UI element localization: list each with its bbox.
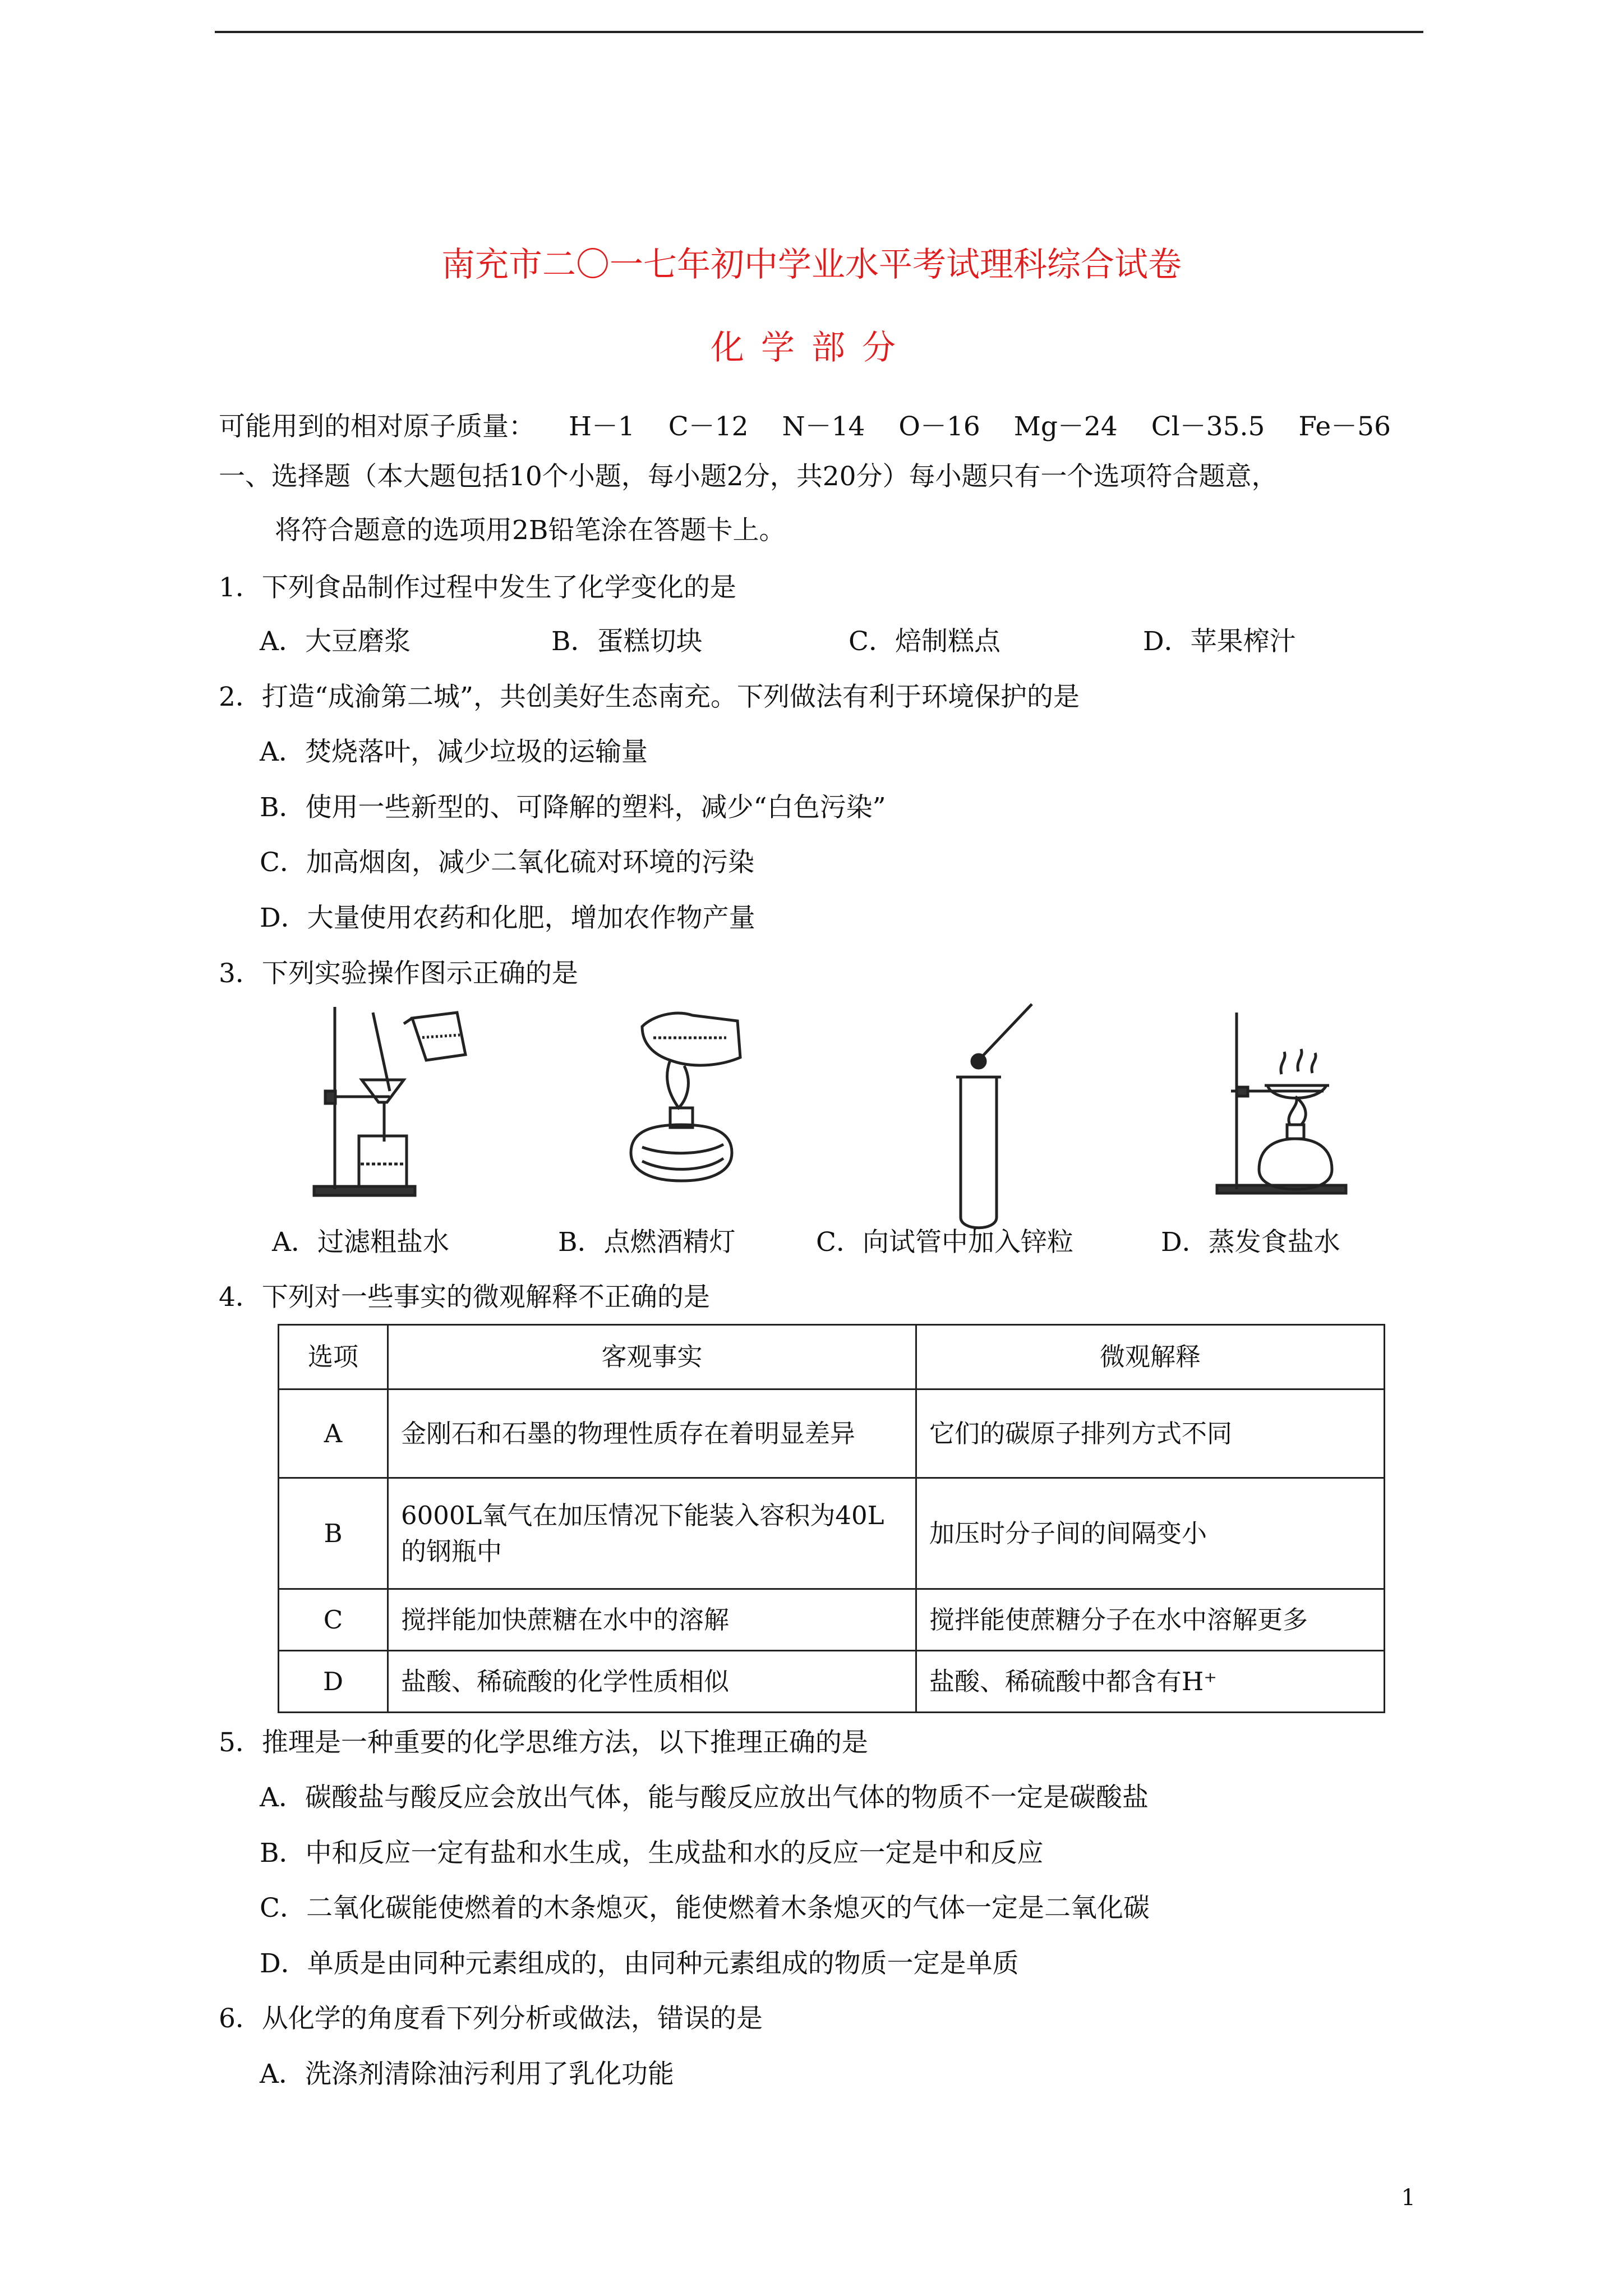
- question-6-stem: 6．从化学的角度看下列分析或做法，错误的是: [219, 2003, 763, 2034]
- table-cell-fact: 搅拌能加快蔗糖在水中的溶解: [388, 1589, 916, 1651]
- table-cell-option: C: [279, 1589, 388, 1651]
- table-cell-fact: 6000L氧气在加压情况下能装入容积为40L的钢瓶中: [388, 1478, 916, 1589]
- table-cell-explanation: 盐酸、稀硫酸中都含有H⁺: [916, 1651, 1385, 1713]
- table-cell-explanation: 它们的碳原子排列方式不同: [916, 1389, 1385, 1478]
- question-1-stem: 1．下列食品制作过程中发生了化学变化的是: [219, 572, 736, 603]
- section-heading: 一、选择题（本大题包括10个小题，每小题2分，共20分）每小题只有一个选项符合题意，: [219, 461, 1278, 492]
- table-cell-option: B: [279, 1478, 388, 1589]
- table-row: [279, 1389, 1385, 1478]
- question-5-stem: 5．推理是一种重要的化学思维方法，以下推理正确的是: [219, 1727, 868, 1758]
- q1-option-b: B．蛋糕切块: [551, 626, 703, 657]
- q5-option-c: C．二氧化碳能使燃着的木条熄灭，能使燃着木条熄灭的气体一定是二氧化碳: [260, 1893, 1150, 1924]
- q2-option-b: B．使用一些新型的、可降解的塑料，减少“白色污染”: [260, 792, 886, 823]
- q2-option-d: D．大量使用农药和化肥，增加农作物产量: [260, 903, 755, 933]
- q3-option-d: D．蒸发食盐水: [1161, 1227, 1340, 1258]
- atomic-mass-item: Fe－56: [1298, 411, 1391, 442]
- q3-option-b: B．点燃酒精灯: [558, 1227, 736, 1258]
- atomic-mass-item: H－1: [568, 411, 635, 442]
- table-cell-option: D: [279, 1651, 388, 1713]
- question-3-options: [272, 1224, 1394, 1261]
- atomic-masses: [219, 408, 1391, 445]
- atomic-mass-item: Cl－35.5: [1151, 411, 1265, 442]
- atomic-mass-item: C－12: [668, 411, 749, 442]
- question-4-stem: 4．下列对一些事实的微观解释不正确的是: [219, 1282, 710, 1313]
- atomic-mass-item: O－16: [898, 411, 980, 442]
- table-header-row: [279, 1325, 1385, 1389]
- q3-option-c: C．向试管中加入锌粒: [816, 1227, 1073, 1258]
- q2-option-c: C．加高烟囱，减少二氧化硫对环境的污染: [260, 847, 754, 878]
- section-heading-cont: 将符合题意的选项用2B铅笔涂在答题卡上。: [275, 515, 786, 546]
- question-2-stem: 2．打造“成渝第二城”，共创美好生态南充。下列做法有利于环境保护的是: [219, 682, 1080, 712]
- atomic-mass-item: N－14: [782, 411, 865, 442]
- table-row: [279, 1589, 1385, 1651]
- q1-option-d: D．苹果榨汁: [1143, 626, 1296, 657]
- q2-option-a: A．焚烧落叶，减少垃圾的运输量: [260, 737, 648, 767]
- filtration-apparatus-figure: [306, 996, 491, 1200]
- q1-option-a: A．大豆磨浆: [260, 626, 411, 657]
- table-cell-option: A: [279, 1389, 388, 1478]
- question-1-options: [260, 623, 1381, 660]
- alcohol-lamp-lighting-figure: [608, 1004, 754, 1192]
- table-row: [279, 1651, 1385, 1713]
- evaporation-apparatus-figure: [1211, 1007, 1368, 1198]
- q5-option-a: A．碳酸盐与酸反应会放出气体，能与酸反应放出气体的物质不一定是碳酸盐: [260, 1782, 1149, 1813]
- table-cell-fact: 金刚石和石墨的物理性质存在着明显差异: [388, 1389, 916, 1478]
- exam-title: 南充市二〇一七年初中学业水平考试理科综合试卷: [441, 245, 1182, 284]
- table-header-explanation: 微观解释: [916, 1325, 1385, 1389]
- test-tube-adding-zinc-figure: [942, 993, 1060, 1234]
- q6-option-a: A．洗涤剂清除油污利用了乳化功能: [260, 2059, 674, 2090]
- table-cell-explanation: 搅拌能使蔗糖分子在水中溶解更多: [916, 1589, 1385, 1651]
- exam-subtitle: 化学部分: [711, 328, 912, 367]
- table-cell-fact: 盐酸、稀硫酸的化学性质相似: [388, 1651, 916, 1713]
- q3-option-a: A．过滤粗盐水: [272, 1227, 449, 1258]
- table-header-fact: 客观事实: [388, 1325, 916, 1389]
- page-number: 1: [1401, 2185, 1415, 2211]
- atomic-mass-item: Mg－24: [1013, 411, 1118, 442]
- table-row: [279, 1478, 1385, 1589]
- question-4-table: [278, 1324, 1385, 1713]
- q5-option-d: D．单质是由同种元素组成的，由同种元素组成的物质一定是单质: [260, 1948, 1019, 1979]
- q1-option-c: C．焙制糕点: [849, 626, 1000, 657]
- question-3-stem: 3．下列实验操作图示正确的是: [219, 958, 578, 989]
- table-header-option: 选项: [279, 1325, 388, 1389]
- header-rule: [215, 31, 1423, 33]
- table-cell-explanation: 加压时分子间的间隔变小: [916, 1478, 1385, 1589]
- q5-option-b: B．中和反应一定有盐和水生成，生成盐和水的反应一定是中和反应: [260, 1838, 1044, 1869]
- atomic-masses-label: 可能用到的相对原子质量：: [219, 411, 535, 442]
